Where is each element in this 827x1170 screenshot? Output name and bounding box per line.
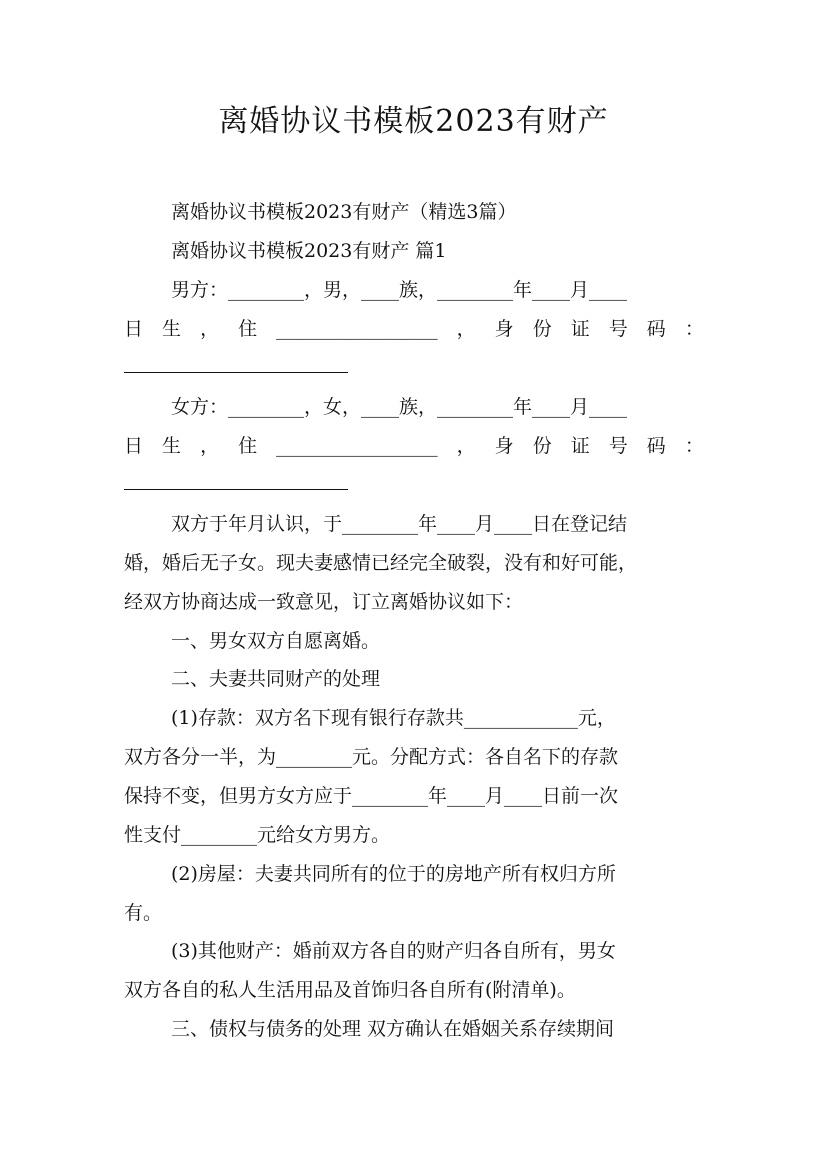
house-line: (2)房屋：夫妻共同所有的位于的房地产所有权归方所 [171, 863, 616, 885]
section-heading-line: 离婚协议书模板2023有财产 篇1 [171, 240, 447, 262]
address-line-token: 号 [608, 318, 628, 340]
address-line-token: 证 [570, 435, 590, 457]
address-line-token: 住 [238, 435, 258, 457]
address-line-token: _________________ [276, 435, 438, 457]
paragraph-line: 双方于年月认识，于________年____月____日在登记结 [171, 513, 628, 535]
male-party-line: 男方：________，男，____族，________年____月____ [171, 279, 628, 301]
address-line-token: 身 [494, 435, 514, 457]
address-line-token: 份 [532, 435, 552, 457]
clause-2-line: 二、夫妻共同财产的处理 [171, 668, 381, 690]
address-line-token: 身 [494, 318, 514, 340]
subtitle-line: 离婚协议书模板2023有财产（精选3篇） [171, 201, 517, 223]
address-line-token: 生 [162, 435, 182, 457]
male-id-number-blank [124, 372, 348, 373]
address-line-token: ： [684, 435, 704, 457]
address-line-token: 生 [162, 318, 182, 340]
address-line-token: _________________ [276, 318, 438, 340]
other-property-line: (3)其他财产：婚前双方各自的财产归各自所有，男女 [171, 940, 616, 962]
deposit-line: 保持不变，但男方女方应于________年____月____日前一次 [124, 785, 619, 807]
address-line-token: ： [684, 318, 704, 340]
address-line-token: 份 [532, 318, 552, 340]
address-line-token: 码 [646, 318, 666, 340]
address-line-token: 证 [570, 318, 590, 340]
clause-1-line: 一、男女双方自愿离婚。 [171, 630, 381, 652]
clause-3-line: 三、债权与债务的处理 双方确认在婚姻关系存续期间 [171, 1018, 615, 1040]
address-line-token: ， [200, 435, 220, 457]
other-property-line: 双方各自的私人生活用品及首饰归各自所有(附清单)。 [124, 979, 576, 1001]
house-line: 有。 [124, 902, 163, 924]
address-line-token: ， [200, 318, 220, 340]
document-title: 离婚协议书模板2023有财产 [218, 104, 609, 139]
address-line-token: ， [456, 435, 476, 457]
deposit-line: (1)存款：双方名下现有银行存款共____________元， [171, 707, 616, 729]
address-line-token: 日 [124, 318, 144, 340]
address-line-token: ， [456, 318, 476, 340]
paragraph-line: 婚，婚后无子女。现夫妻感情已经完全破裂，没有和好可能， [124, 552, 638, 574]
male-party-address-line [124, 314, 704, 344]
female-id-number-blank [124, 489, 348, 490]
address-line-token: 号 [608, 435, 628, 457]
address-line-token: 住 [238, 318, 258, 340]
deposit-line: 双方各分一半，为________元。分配方式：各自名下的存款 [124, 746, 619, 768]
deposit-line: 性支付________元给女方男方。 [124, 824, 391, 846]
female-party-line: 女方：________，女，____族，________年____月____ [171, 396, 628, 418]
paragraph-line: 经双方协商达成一致意见，订立离婚协议如下： [124, 591, 524, 613]
address-line-token: 码 [646, 435, 666, 457]
female-party-address-line [124, 431, 704, 461]
address-line-token: 日 [124, 435, 144, 457]
